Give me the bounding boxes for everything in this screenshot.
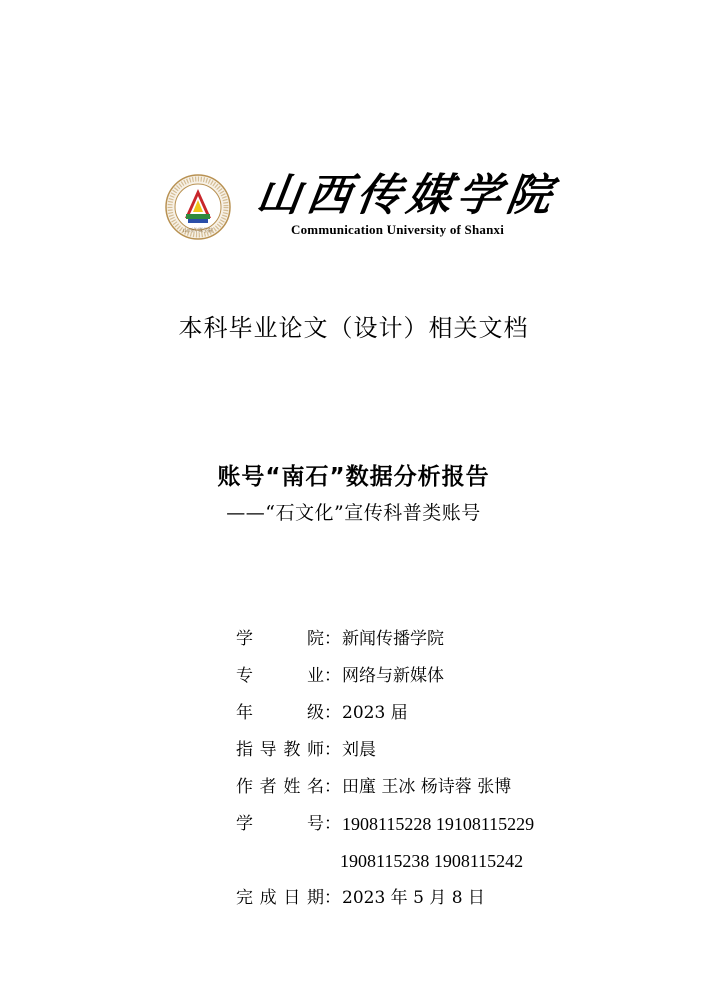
info-row-student-ids-cont [236, 847, 534, 884]
student-ids-line1: 1908115228 19108115229 [342, 814, 535, 834]
student-ids-line2: 1908115238 1908115242 [340, 851, 524, 871]
colon: ： [324, 629, 341, 649]
colon: ： [324, 888, 341, 908]
colon: ： [324, 777, 341, 797]
report-title: 账号“南石”数据分析报告 [217, 464, 490, 490]
report-subtitle: ——“石文化”宣传科普类账号 [226, 502, 481, 524]
advisor-value: 刘晨 [342, 740, 376, 760]
info-row-major [236, 662, 534, 699]
authors-value: 田廑 王冰 杨诗蓉 张博 [342, 777, 512, 797]
college-label: 学 院 [236, 629, 324, 649]
info-row-college [236, 625, 534, 662]
colon: ： [324, 666, 341, 686]
info-row-advisor [236, 736, 534, 773]
colon: ： [324, 703, 341, 723]
date-label: 完成日期 [236, 888, 324, 908]
document-type-heading: 本科毕业论文（设计）相关文档 [178, 314, 529, 342]
university-logo [165, 170, 565, 245]
info-row-student-ids [236, 810, 534, 847]
info-row-grade [236, 699, 534, 736]
grade-value: 2023 届 [342, 703, 408, 723]
major-label: 专 业 [236, 666, 324, 686]
student-ids-label: 学 号 [236, 814, 324, 834]
university-name-calligraphy: 山西传媒学院 [253, 170, 561, 221]
authors-label: 作者姓名 [236, 777, 324, 797]
colon: ： [324, 740, 341, 760]
svg-text:山西传媒学院: 山西传媒学院 [182, 228, 214, 234]
university-seal-icon [165, 174, 231, 240]
grade-label: 年 级 [236, 703, 324, 723]
university-name-english: Communication University of Shanxi [291, 222, 505, 237]
student-info-block [236, 625, 534, 921]
college-value: 新闻传播学院 [342, 629, 444, 649]
info-row-date [236, 884, 534, 921]
date-value: 2023 年 5 月 8 日 [342, 888, 485, 908]
major-value: 网络与新媒体 [342, 666, 444, 686]
info-row-authors [236, 773, 534, 810]
colon: ： [324, 814, 341, 834]
advisor-label: 指导教师 [236, 740, 324, 760]
